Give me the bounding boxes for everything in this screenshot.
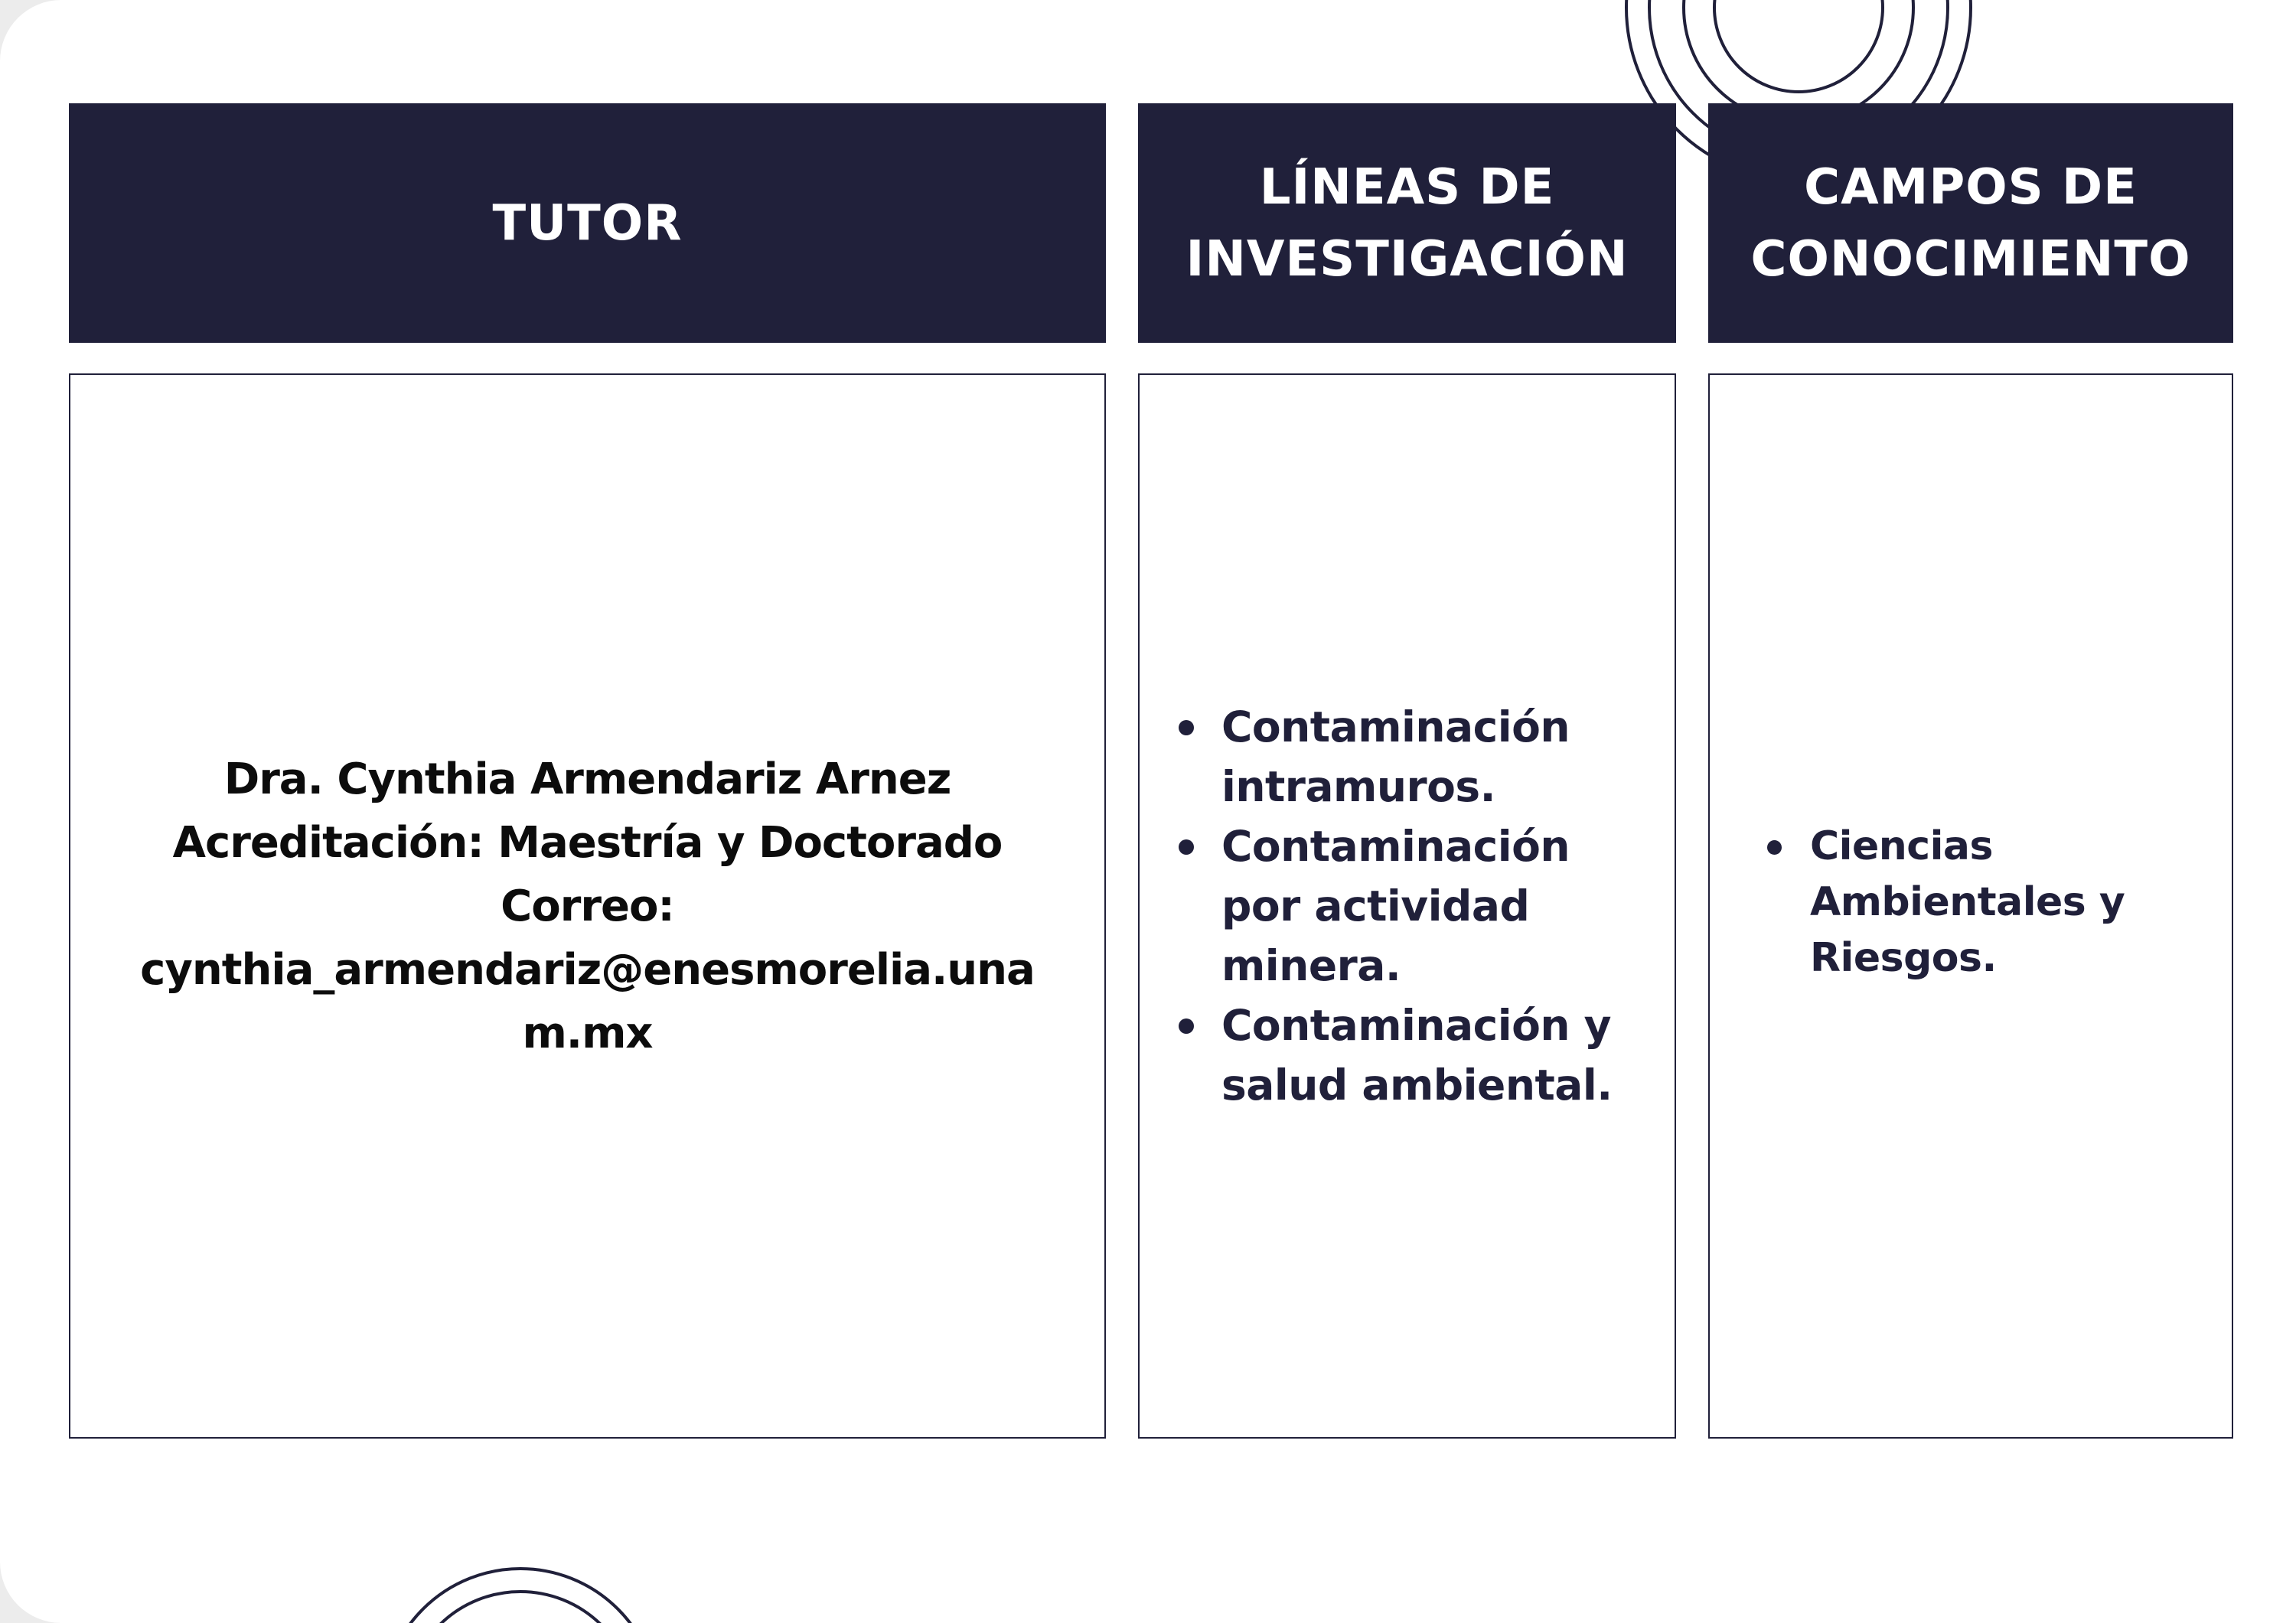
list-item bbox=[1810, 819, 2177, 986]
research-line-text: Contaminación intramuros. bbox=[1221, 702, 1570, 811]
research-lines-list bbox=[1221, 697, 1654, 1115]
bullet-icon bbox=[1767, 840, 1782, 855]
tutor-email-label: Correo: bbox=[501, 881, 674, 931]
header-research-lines-label-1: LÍNEAS DE bbox=[1259, 158, 1555, 216]
concentric-circles-icon bbox=[1623, 0, 1975, 107]
list-item bbox=[1221, 697, 1654, 816]
concentric-circles-icon bbox=[344, 1546, 696, 1623]
header-research-lines-label-2: INVESTIGACIÓN bbox=[1186, 230, 1629, 288]
tutor-email-line-2: m.mx bbox=[522, 1008, 653, 1058]
tutor-info bbox=[90, 748, 1085, 1065]
tutor-cell bbox=[69, 373, 1106, 1439]
bullet-icon bbox=[1179, 720, 1194, 735]
header-knowledge-fields-label-1: CAMPOS DE bbox=[1804, 158, 2138, 216]
header-tutor bbox=[69, 103, 1106, 343]
research-line-text: Contaminación y salud ambiental. bbox=[1221, 1001, 1613, 1110]
bullet-icon bbox=[1179, 839, 1194, 855]
tutor-name: Dra. Cynthia Armendariz Arnez bbox=[223, 754, 951, 804]
tutor-email-line-1: cynthia_armendariz@enesmorelia.una bbox=[140, 944, 1035, 995]
knowledge-fields-cell bbox=[1708, 373, 2233, 1439]
bullet-icon bbox=[1179, 1018, 1194, 1034]
header-knowledge-fields-label-2: CONOCIMIENTO bbox=[1750, 230, 2191, 288]
knowledge-field-text: Ciencias Ambientales y Riesgos. bbox=[1810, 823, 2125, 981]
header-tutor-label: TUTOR bbox=[492, 194, 683, 252]
research-lines-cell bbox=[1138, 373, 1676, 1439]
research-line-text: Contaminación por actividad minera. bbox=[1221, 822, 1570, 990]
header-knowledge-fields bbox=[1708, 103, 2233, 343]
header-research-lines bbox=[1138, 103, 1676, 343]
knowledge-fields-list bbox=[1810, 819, 2177, 986]
list-item bbox=[1221, 816, 1654, 996]
list-item bbox=[1221, 996, 1654, 1115]
tutor-accreditation: Acreditación: Maestría y Doctorado bbox=[172, 817, 1003, 868]
